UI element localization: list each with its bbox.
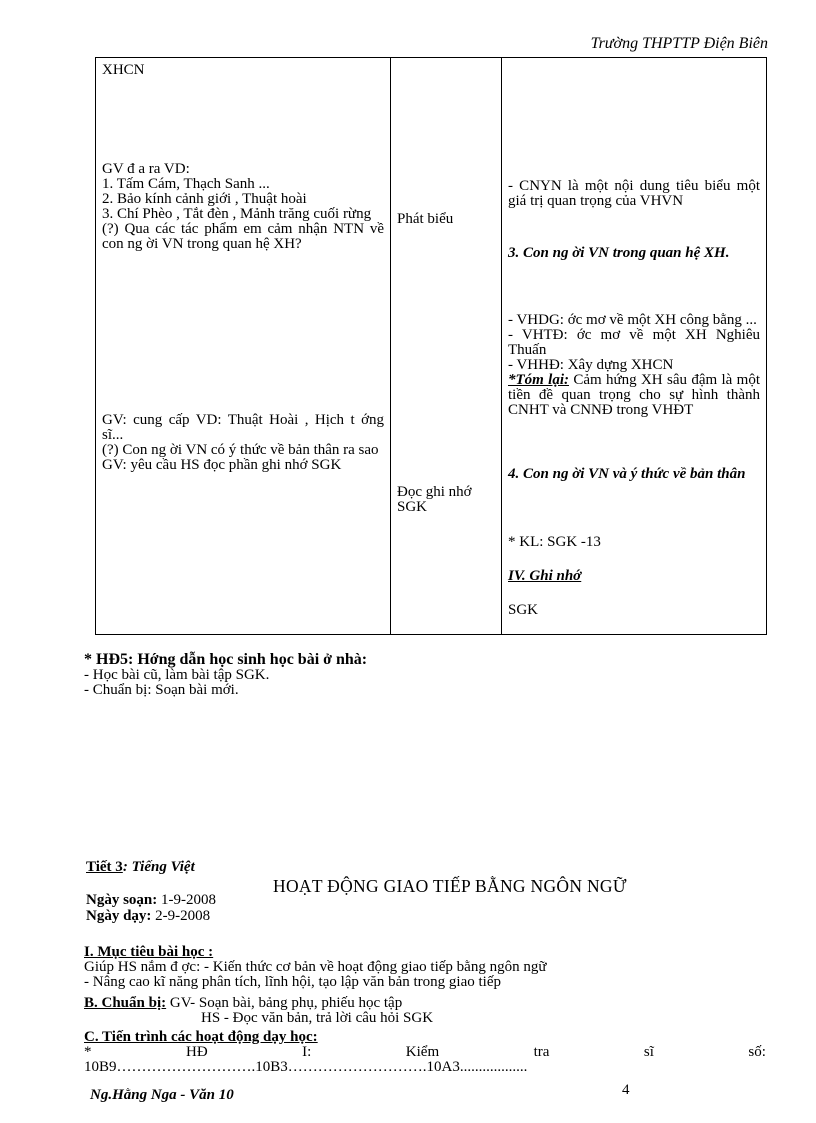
hd5-section — [84, 652, 367, 698]
content-cell — [502, 58, 767, 635]
col1-block1: XHCN — [102, 62, 145, 78]
teacher-activity-cell — [96, 58, 391, 635]
section-process — [84, 1030, 766, 1075]
lesson-dates: Ngày soạn: 1-9-2008 Ngày dạy: 2-9-2008 — [86, 892, 217, 924]
tiet-label: Tiết 3 — [86, 859, 123, 875]
col1-block2: GV đ a ra VD: 1. Tấm Cám, Thạch Sanh ... 2. Bảo kính cảnh giới , Thuật hoài 3. Chí Phèo , Tắt đèn , Mảnh trăng cuối rừng (?) Qua các tác phẩm em cảm nhận NTN về con ng ời VN trong quan hệ XH? — [102, 161, 384, 252]
class-list: 10B9……………………….10B3……………………….10A3.................. — [84, 1059, 528, 1075]
summary-paragraph: *Tóm lại: Cảm hứng XH sâu đậm là một tiền đề quan trọng cho sự hình thành CNHT và CNNĐ trong VHĐT — [508, 372, 760, 418]
col3-conclusion: * KL: SGK -13 — [508, 534, 601, 550]
col3-sgk: SGK — [508, 602, 539, 618]
preparation-heading: B. Chuẩn bị: — [84, 995, 167, 1011]
lesson-title: HOẠT ĐỘNG GIAO TIẾP BẰNG NGÔN NGỮ — [273, 876, 627, 896]
col3-heading-3: 3. Con ng ời VN trong quan hệ XH. — [508, 245, 730, 261]
section-preparation: B. Chuẩn bị: GV- Soạn bài, bảng phụ, phiếu học tập HS - Đọc văn bản, trả lời câu hỏi SGK — [84, 995, 434, 1026]
process-heading: C. Tiến trình các hoạt động dạy học: — [84, 1029, 318, 1045]
col1-block3: GV: cung cấp VD: Thuật Hoài , Hịch t ớng sĩ... (?) Con ng ời VN có ý thức về bản thân ra sao GV: yêu cầu HS đọc phần ghi nhớ SGK — [102, 412, 384, 473]
lesson-label: Tiết 3: Tiếng Việt — [86, 859, 195, 875]
hd5-title: * HĐ5: Hớng dẫn học sinh học bài ở nhà: — [84, 651, 368, 668]
col3-block1: - CNYN là một nội dung tiêu biểu một giá trị quan trọng của VHVN — [508, 178, 760, 209]
objectives-heading: I. Mục tiêu bài học : — [84, 944, 214, 960]
col3-heading-4: 4. Con ng ời VN và ý thức về bản thân — [508, 466, 746, 482]
school-header: Trường THPTTP Điện Biên — [590, 35, 768, 52]
section-objectives: I. Mục tiêu bài học : Giúp HS nắm đ ợc: - Kiến thức cơ bản về hoạt động giao tiếp bằng ngôn ngữ - Nâng cao kĩ năng phân tích, lĩnh hội, tạo lập văn bản trong giao tiếp — [84, 944, 547, 990]
student-activity-cell — [391, 58, 502, 635]
footer-author: Ng.Hằng Nga - Văn 10 — [90, 1087, 234, 1103]
hd5-line-2: - Chuẩn bị: Soạn bài mới. — [84, 682, 239, 698]
lesson-table — [95, 57, 767, 635]
page-number: 4 — [622, 1082, 630, 1098]
col2-block2: Đọc ghi nhớ SGK — [397, 484, 472, 515]
col3-block3: - VHDG: ớc mơ về một XH công bằng ... - VHTĐ: ớc mơ về một XH Nghiêu Thuấn - VHHĐ: Xây dựng XHCN *Tóm lại: Cảm hứng XH sâu đậm là một tiền đề quan trọng cho sự hình thành CNHT và CNNĐ trong VHĐT — [508, 312, 760, 418]
attendance-row: * HĐ I: Kiểm tra sĩ số: — [84, 1044, 766, 1060]
ngay-day: 2-9-2008 — [151, 907, 211, 924]
summary-label: *Tóm lại: — [508, 372, 569, 388]
ngay-soan: 1-9-2008 — [157, 892, 217, 908]
col2-block1: Phát biểu — [397, 211, 454, 227]
col3-section-iv: IV. Ghi nhớ — [508, 568, 582, 584]
hd5-line-1: - Học bài cũ, làm bài tập SGK. — [84, 667, 270, 683]
subject-name: Tiếng Việt — [127, 859, 195, 875]
